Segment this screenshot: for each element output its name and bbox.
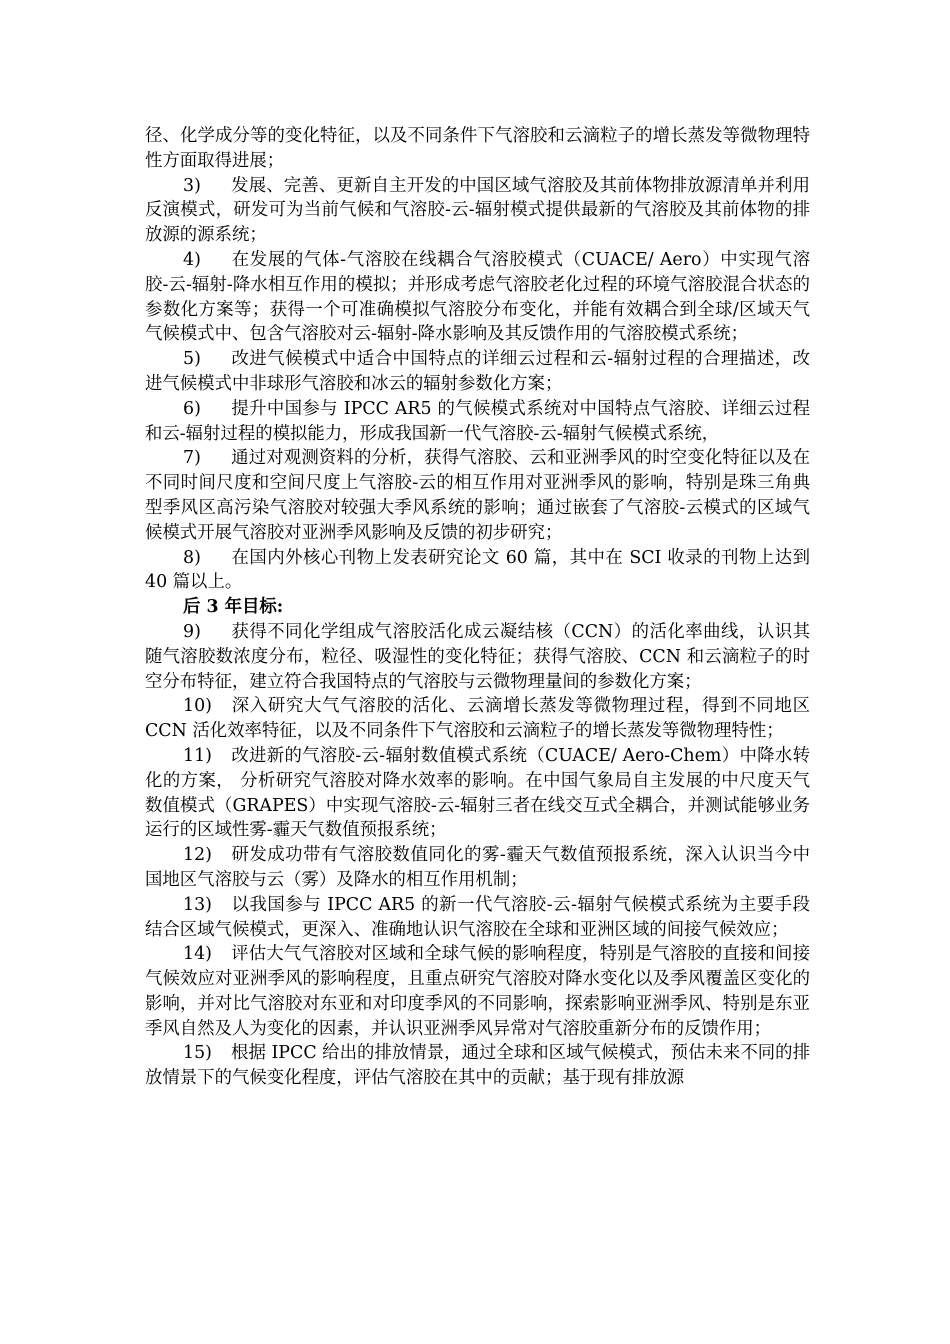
item-text: 根据 IPCC 给出的排放情景，通过全球和区域气候模式，预估未来不同的排放情景下的气候变化程度，评估气溶胶在其中的贡献；基于现有排放源 xyxy=(145,1043,810,1089)
document-body xyxy=(145,124,810,1091)
item-number: 12) xyxy=(183,845,212,866)
list-item-15 xyxy=(145,1041,810,1091)
item-number: 10) xyxy=(183,696,212,717)
item-number: 4) xyxy=(183,249,201,270)
item-number: 15) xyxy=(183,1043,212,1064)
list-item-14 xyxy=(145,942,810,1041)
item-text: 提升中国参与 IPCC AR5 的气候模式系统对中国特点气溶胶、详细云过程和云-辐射过程的模拟能力，形成我国新一代气溶胶-云-辐射气候模式系统， xyxy=(145,398,810,444)
item-number: 11) xyxy=(183,745,212,766)
item-text: 改进新的气溶胶-云-辐射数值模式系统（CUACE/ Aero-Chem）中降水转化的方案， 分析研究气溶胶对降水效率的影响。在中国气象局自主发展的中尺度天气数值模式（GRAPES）中实现气溶胶-云-辐射三者在线交互式全耦合，并测试能够业务运行的区域性雾-霾天气数值预报系统； xyxy=(145,745,810,841)
list-item-13 xyxy=(145,893,810,943)
list-item-11 xyxy=(145,744,810,843)
list-item-9 xyxy=(145,620,810,694)
list-item-7 xyxy=(145,446,810,545)
item-number: 13) xyxy=(183,894,212,915)
list-item-12 xyxy=(145,843,810,893)
item-text: 改进气候模式中适合中国特点的详细云过程和云-辐射过程的合理描述，改进气候模式中非球形气溶胶和冰云的辐射参数化方案； xyxy=(145,349,810,394)
item-text: 研发成功带有气溶胶数值同化的雾-霾天气数值预报系统，深入认识当今中国地区气溶胶与云（雾）及降水的相互作用机制； xyxy=(145,845,810,890)
item-number: 7) xyxy=(183,448,201,469)
list-item-5 xyxy=(145,347,810,397)
list-item-8 xyxy=(145,546,810,596)
item-number: 14) xyxy=(183,944,212,965)
list-item-10 xyxy=(145,694,810,744)
item-text: 评估大气气溶胶对区域和全球气候的影响程度，特别是气溶胶的直接和间接气候效应对亚洲季风的影响程度，且重点研究气溶胶对降水变化以及季风覆盖区变化的影响，并对比气溶胶对东亚和对印度季风的不同影响，探索影响亚洲季风、特别是东亚季风自然及人为变化的因素，并认识亚洲季风异常对气溶胶重新分布的反馈作用； xyxy=(145,944,810,1039)
item-text: 以我国参与 IPCC AR5 的新一代气溶胶-云-辐射气候模式系统为主要手段结合区域气候模式，更深入、准确地认识气溶胶在全球和亚洲区域的间接气候效应； xyxy=(145,894,810,940)
item-text: 在国内外核心刊物上发表研究论文 60 篇，其中在 SCI 收录的刊物上达到 40 篇以上。 xyxy=(145,547,810,593)
section-heading: 后 3 年目标: xyxy=(183,597,284,618)
item-number: 6) xyxy=(183,398,201,419)
item-number: 3) xyxy=(183,175,201,196)
item-text: 发展、完善、更新自主开发的中国区域气溶胶及其前体物排放源清单并利用反演模式，研发可为当前气候和气溶胶-云-辐射模式提供最新的气溶胶及其前体物的排放源的源系统； xyxy=(145,175,810,246)
list-item-6 xyxy=(145,397,810,447)
item-text: 获得不同化学组成气溶胶活化成云凝结核（CCN）的活化率曲线，认识其随气溶胶数浓度分布，粒径、吸湿性的变化特征；获得气溶胶、CCN 和云滴粒子的时空分布特征，建立符合我国特点的气溶胶与云微物理量间的参数化方案； xyxy=(145,621,810,692)
list-item-3 xyxy=(145,174,810,248)
item-number: 9) xyxy=(183,621,201,642)
item-number: 8) xyxy=(183,547,201,568)
item-text: 在发展的气体-气溶胶在线耦合气溶胶模式（CUACE/ Aero）中实现气溶胶-云-辐射-降水相互作用的模拟；并形成考虑气溶胶老化过程的环境气溶胶混合状态的参数化方案等；获得一个可准确模拟气溶胶分布变化，并能有效耦合到全球/区域天气气候模式中、包含气溶胶对云-辐射-降水影响及其反馈作用的气溶胶模式系统； xyxy=(145,249,810,345)
continuation-paragraph: 径、化学成分等的变化特征，以及不同条件下气溶胶和云滴粒子的增长蒸发等微物理特性方面取得进展； xyxy=(145,126,810,171)
item-text: 深入研究大气气溶胶的活化、云滴增长蒸发等微物理过程，得到不同地区 CCN 活化效率特征，以及不同条件下气溶胶和云滴粒子的增长蒸发等微物理特性； xyxy=(145,696,810,742)
item-text: 通过对观测资料的分析，获得气溶胶、云和亚洲季风的时空变化特征以及在不同时间尺度和空间尺度上气溶胶-云的相互作用对亚洲季风的影响，特别是珠三角典型季风区高污染气溶胶对较强大季风系统的影响；通过嵌套了气溶胶-云模式的区域气候模式开展气溶胶对亚洲季风影响及反馈的初步研究； xyxy=(145,448,810,543)
item-number: 5) xyxy=(183,349,201,370)
list-item-4 xyxy=(145,248,810,347)
